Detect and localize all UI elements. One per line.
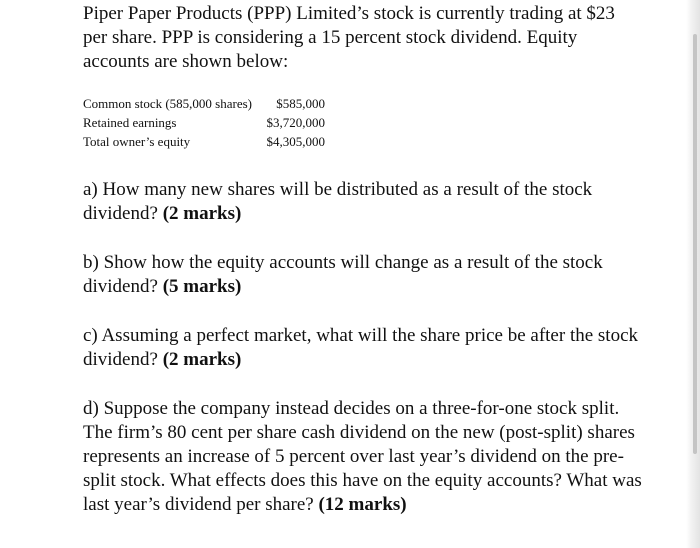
equity-accounts-table <box>83 94 325 151</box>
question-text: d) Suppose the company instead decides on a three-for-one stock split. The firm’s 80 cent per share cash dividend on the new (post-split) shares represents an increase of 5 percent over last year’s dividend on the pre-split stock. What effects does this have on the equity accounts? What was last year’s dividend per share? <box>83 398 642 515</box>
table-row <box>83 94 325 113</box>
problem-intro: Piper Paper Products (PPP) Limited’s stock is currently trading at $23 per share. PPP is considering a 15 percent stock dividend. Equity accounts are shown below: <box>83 3 615 72</box>
equity-label: Total owner’s equity <box>83 134 191 149</box>
equity-label: Retained earnings <box>83 115 177 130</box>
question-d <box>83 397 643 517</box>
equity-amount: $585,000 <box>276 96 325 111</box>
question-marks: (2 marks) <box>162 349 242 370</box>
question-text: a) How many new shares will be distributed as a result of the stock dividend? <box>83 179 593 224</box>
equity-label: Common stock (585,000 shares) <box>83 96 252 111</box>
equity-amount: $4,305,000 <box>266 134 325 149</box>
question-marks: (5 marks) <box>162 276 242 297</box>
question-a <box>83 178 643 226</box>
question-text: b) Show how the equity accounts will change as a result of the stock dividend? <box>83 252 603 297</box>
scrollbar[interactable] <box>686 0 700 548</box>
question-c <box>83 324 643 372</box>
question-marks: (2 marks) <box>162 203 242 224</box>
question-b <box>83 251 643 299</box>
question-text: c) Assuming a perfect market, what will the share price be after the stock dividend? <box>83 325 639 370</box>
question-marks: (12 marks) <box>318 494 407 515</box>
scrollbar-thumb[interactable] <box>693 34 697 454</box>
question-content <box>83 0 643 517</box>
table-row <box>83 113 325 132</box>
equity-amount: $3,720,000 <box>266 115 325 130</box>
table-row <box>83 132 325 151</box>
